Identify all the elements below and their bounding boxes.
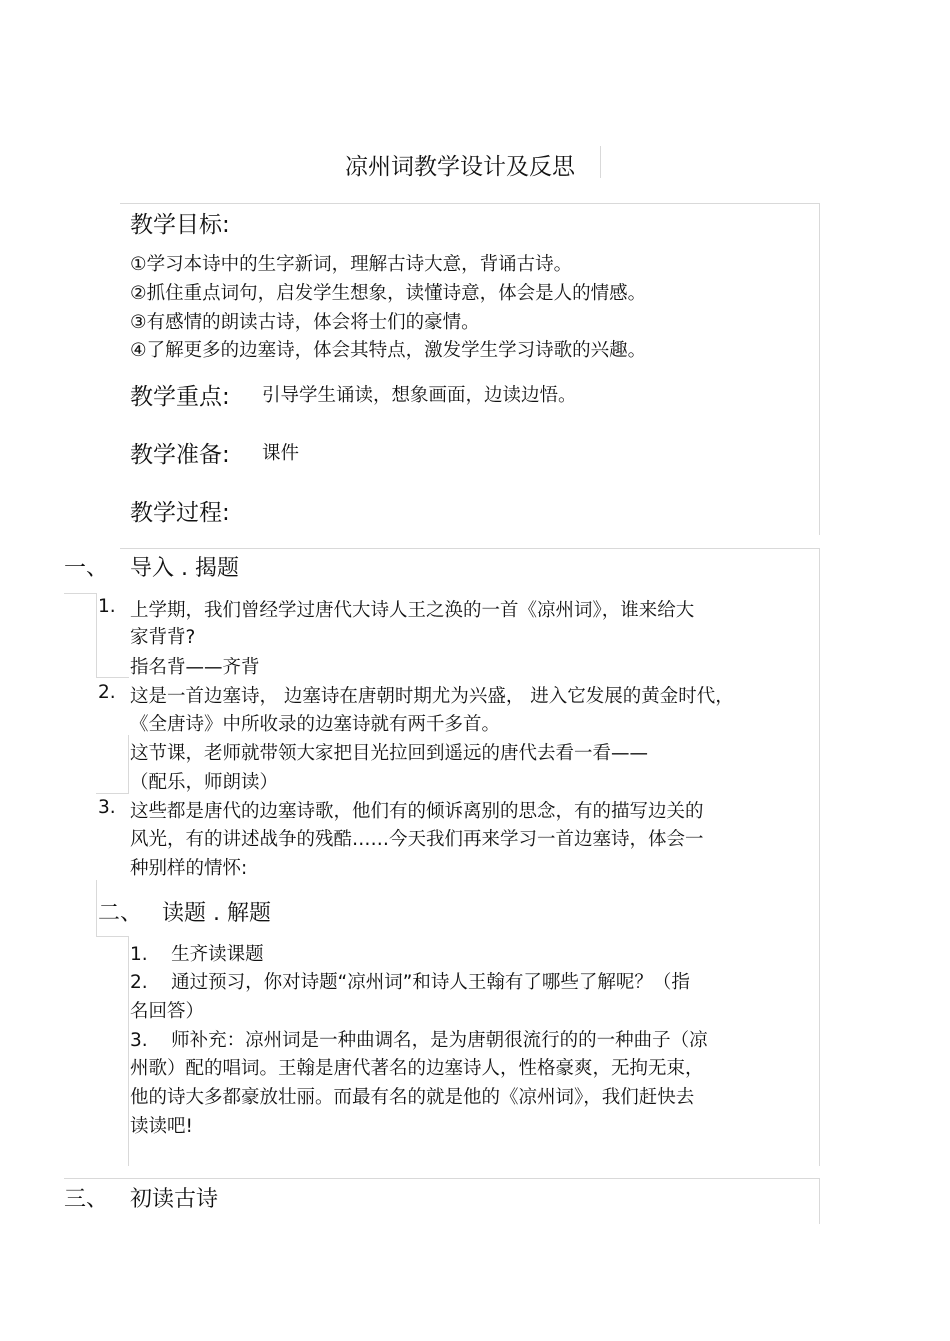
section2-body-left-border — [128, 936, 129, 1166]
section3-number: 三、 — [64, 1187, 109, 1212]
key-points-label: 教学重点: — [130, 384, 230, 410]
section1-box-right — [819, 548, 820, 1166]
title-right-border — [600, 146, 601, 178]
section1-item3-line2: 风光，有的讲述战争的残酷……今天我们再来学习一首边塞诗，体会一 — [130, 829, 704, 850]
section1-item1-number: 1. — [98, 596, 116, 617]
preparation-label: 教学准备: — [130, 442, 230, 468]
section2-line-7: 读读吧! — [130, 1116, 193, 1137]
section2-line-1: 1. 生齐读课题 — [130, 944, 264, 965]
section1-item2-extra2: （配乐，师朗读） — [130, 772, 279, 793]
key-points-value: 引导学生诵读，想象画面，边读边悟。 — [262, 385, 577, 406]
section1-item3-line3: 种别样的情怀: — [130, 858, 248, 879]
section3-title: 初读古诗 — [130, 1187, 219, 1212]
objective-item-4: ④了解更多的边塞诗，体会其特点，激发学生学习诗歌的兴趣。 — [130, 340, 647, 361]
objective-item-3: ③有感情的朗读古诗，体会将士们的豪情。 — [130, 312, 480, 333]
section1-item2-line1: 这是一首边塞诗， 边塞诗在唐朝时期尤为兴盛， 进入它发展的黄金时代， — [130, 686, 734, 707]
section2-line-6: 他的诗大多都豪放壮丽。而最有名的就是他的《凉州词》，我们赶快去 — [130, 1087, 695, 1108]
section1-box-top — [120, 548, 820, 549]
item2-bottom-border — [96, 793, 129, 794]
item1-left-border — [96, 593, 97, 678]
item2-left-border — [128, 735, 129, 793]
section1-item1-line1: 上学期，我们曾经学过唐代大诗人王之涣的一首《凉州词》，谁来给大 — [130, 600, 695, 621]
section1-item2-number: 2. — [98, 682, 116, 703]
section1-number: 一、 — [64, 556, 109, 581]
section3-box-top — [64, 1178, 820, 1179]
objectives-box-top — [120, 203, 820, 204]
objective-item-2: ②抓住重点词句，启发学生想象，读懂诗意，体会是人的情感。 — [130, 283, 647, 304]
preparation-value: 课件 — [262, 443, 300, 464]
section1-item2-extra1: 这节课，老师就带领大家把目光拉回到遥远的唐代去看一看—— — [130, 743, 649, 764]
section3-box-right — [819, 1178, 820, 1224]
objectives-heading: 教学目标: — [130, 212, 230, 238]
document-title: 凉州词教学设计及反思 — [345, 154, 575, 180]
section1-item3-number: 3. — [98, 797, 116, 818]
section1-item1-line2: 家背背? — [130, 627, 196, 648]
section2-line-2: 2. 通过预习，你对诗题“凉州词”和诗人王翰有了哪些了解呢？（指 — [130, 972, 690, 993]
section2-line-3: 名回答） — [130, 1001, 205, 1022]
item1-top-border — [64, 593, 96, 594]
item1-bottom-border — [96, 677, 129, 678]
section2-title: 读题 . 解题 — [162, 901, 271, 926]
process-heading: 教学过程: — [130, 500, 230, 526]
section2-left-border — [96, 880, 97, 937]
section1-item3-line1: 这些都是唐代的边塞诗歌，他们有的倾诉离别的思念，有的描写边关的 — [130, 801, 704, 822]
objective-item-1: ①学习本诗中的生字新词，理解古诗大意，背诵古诗。 — [130, 254, 573, 275]
section2-line-4: 3. 师补充：凉州词是一种曲调名，是为唐朝很流行的的一种曲子（凉 — [130, 1030, 708, 1051]
section1-item1-extra: 指名背——齐背 — [130, 657, 260, 678]
section2-bottom-border — [96, 936, 129, 937]
objectives-box-right — [819, 203, 820, 535]
section2-number: 二、 — [98, 901, 143, 926]
section2-line-5: 州歌）配的唱词。王翰是唐代著名的边塞诗人，性格豪爽，无拘无束， — [130, 1058, 704, 1079]
section1-item2-line2: 《全唐诗》中所收录的边塞诗就有两千多首。 — [130, 714, 501, 735]
section1-title: 导入 . 揭题 — [130, 556, 239, 581]
